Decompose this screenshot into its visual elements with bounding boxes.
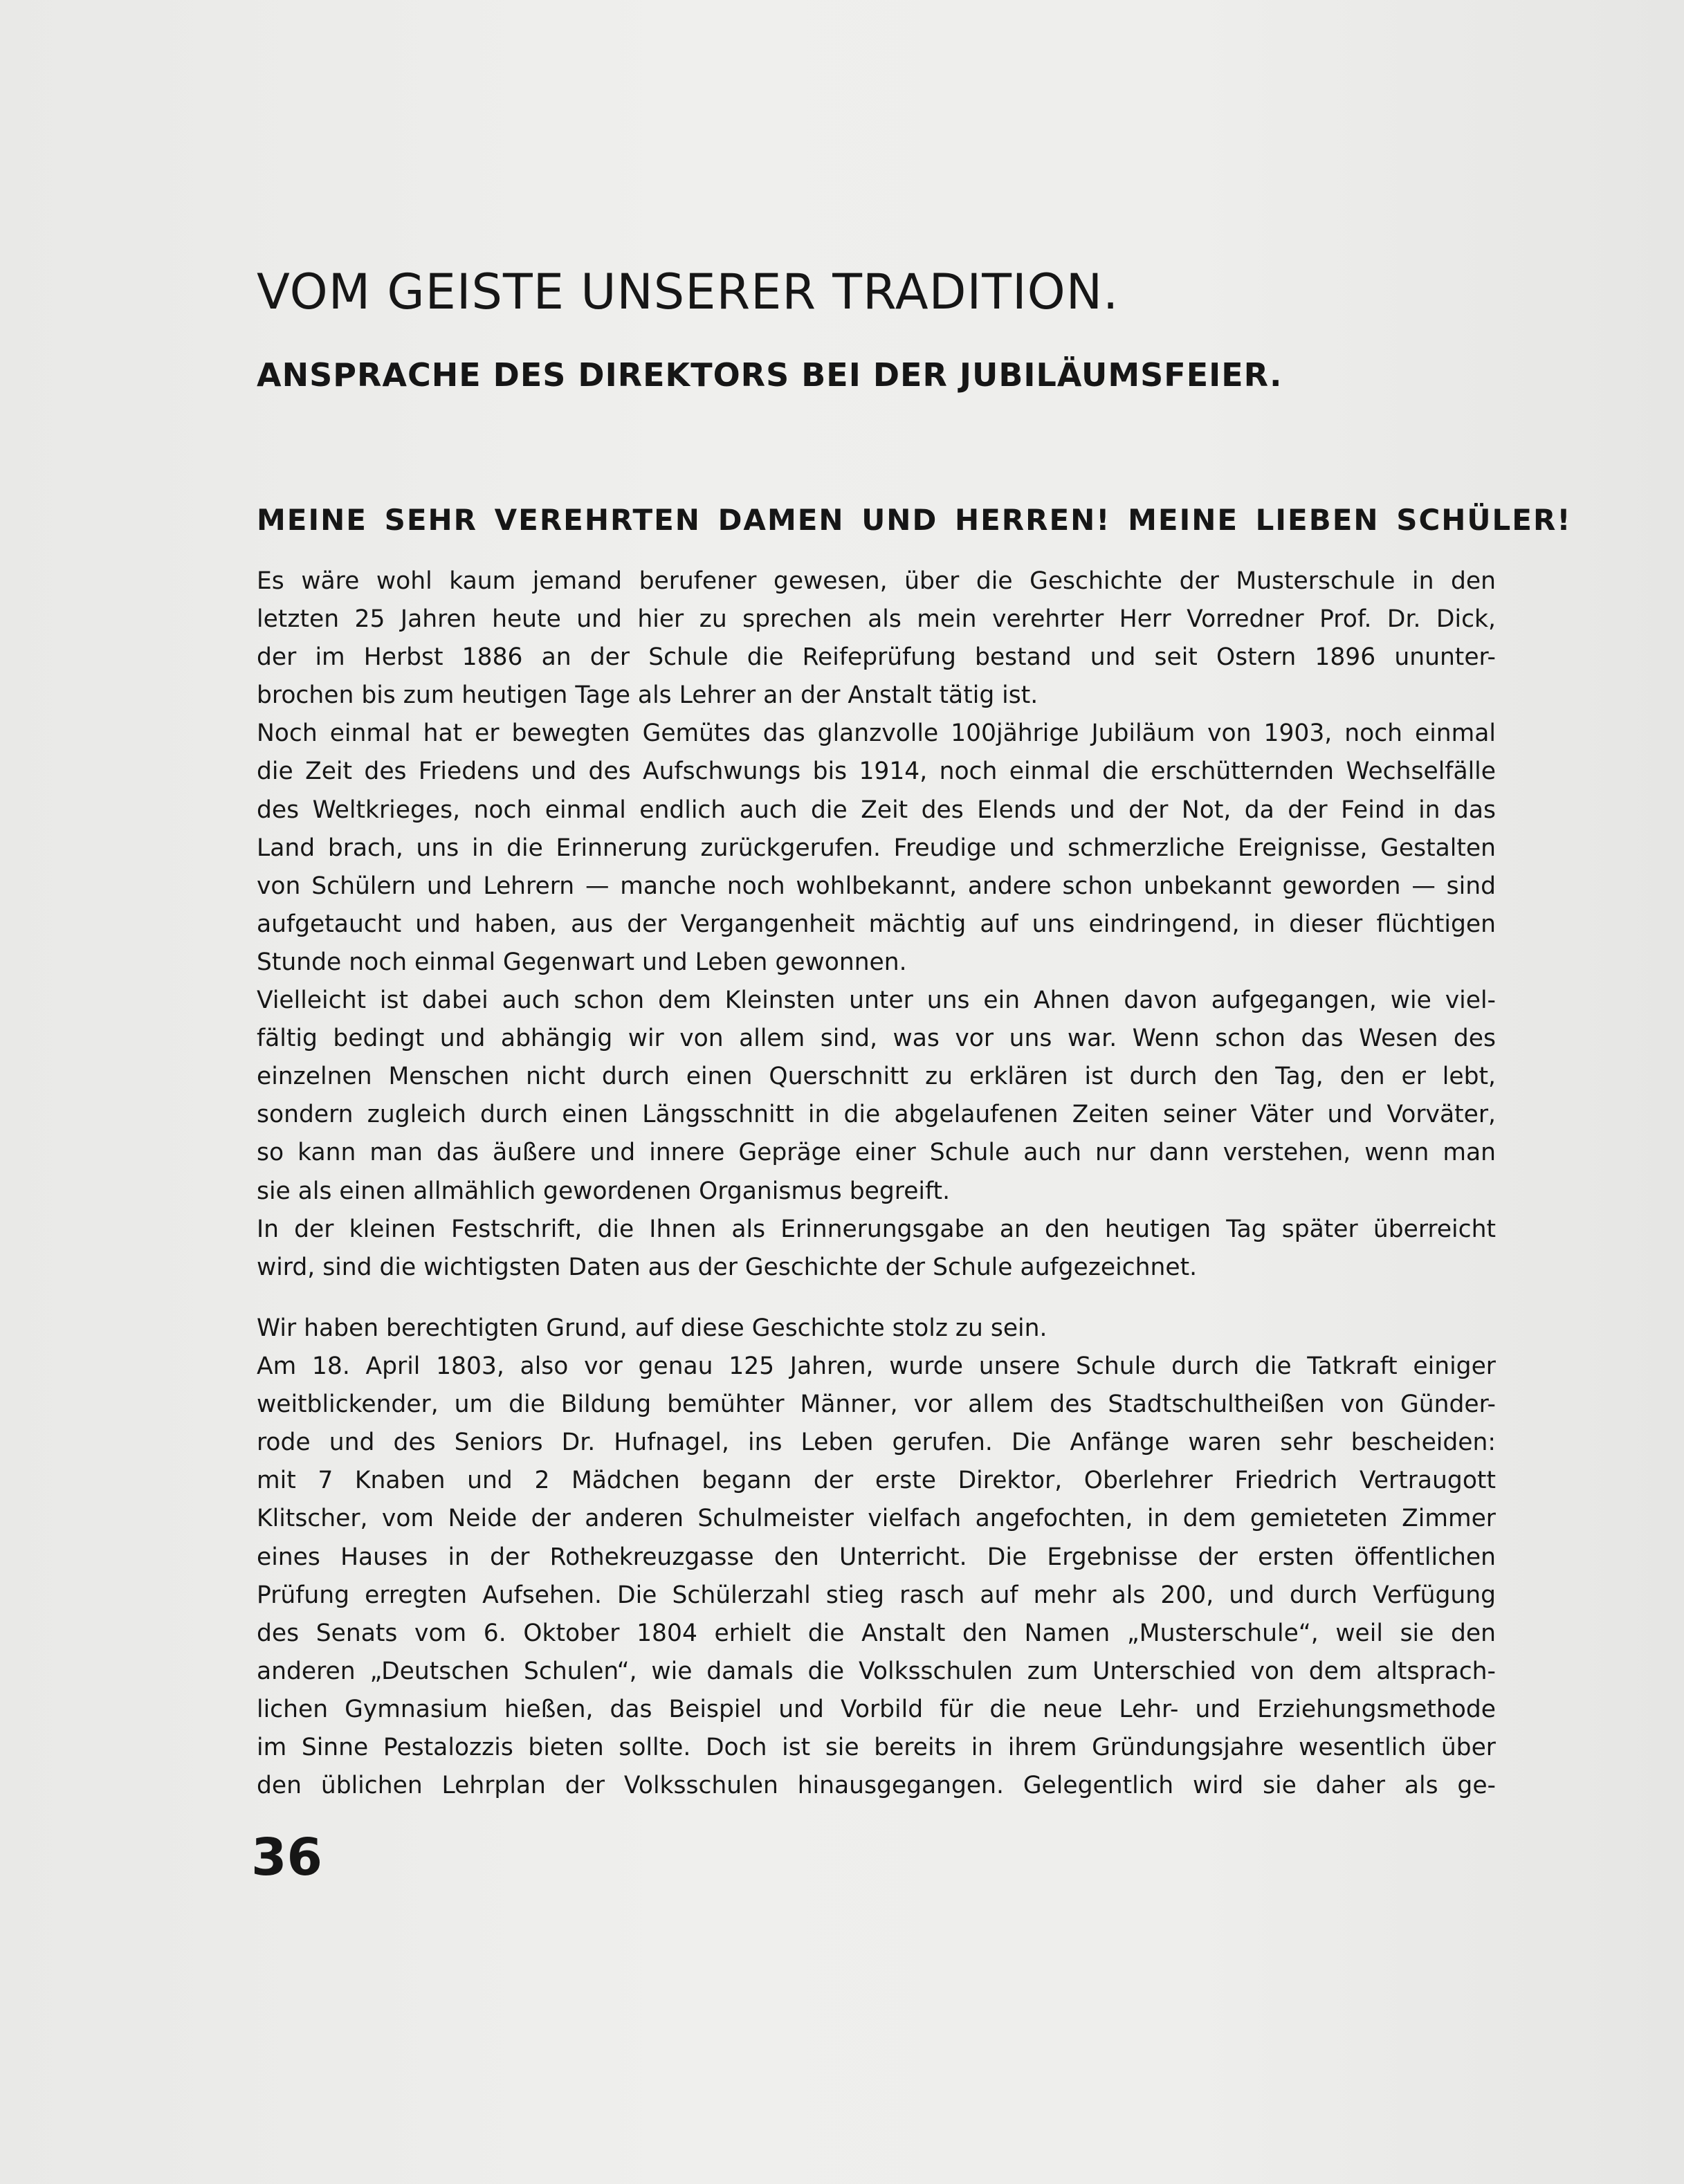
text-line: so kann man das äußere und innere Gepräge einer Schule auch nur dann verstehen, wenn man [257, 1139, 1496, 1167]
text-line: Klitscher, vom Neide der anderen Schulmeister vielfach angefochten, in dem gemieteten Zimmer [257, 1505, 1496, 1533]
text-line: Noch einmal hat er bewegten Gemütes das glanzvolle 100jährige Jubiläum von 1903, noch einmal [257, 719, 1496, 748]
text-line: Land brach, uns in die Erinnerung zurückgerufen. Freudige und schmerzliche Ereignisse, Gestalten [257, 834, 1496, 862]
text-line: einzelnen Menschen nicht durch einen Querschnitt zu erklären ist durch den Tag, den er lebt, [257, 1063, 1496, 1091]
text-line: lichen Gymnasium hießen, das Beispiel und Vorbild für die neue Lehr- und Erziehungsmethode [257, 1695, 1496, 1723]
chapter-subtitle: ANSPRACHE DES DIREKTORS BEI DER JUBILÄUMSFEIER. [257, 356, 1283, 394]
text-line: von Schülern und Lehrern — manche noch wohlbekannt, andere schon unbekannt geworden — sind [257, 872, 1496, 900]
text-line: anderen „Deutschen Schulen“, wie damals die Volksschulen zum Unterschied von dem altsprach- [257, 1657, 1496, 1685]
text-line: letzten 25 Jahren heute und hier zu sprechen als mein verehrter Herr Vorredner Prof. Dr. Dick, [257, 605, 1496, 634]
speech-salutation: MEINE SEHR VEREHRTEN DAMEN UND HERREN! MEINE LIEBEN SCHÜLER! [257, 503, 1572, 537]
page-number: 36 [251, 1828, 322, 1887]
text-line: fältig bedingt und abhängig wir von allem sind, was vor uns war. Wenn schon das Wesen des [257, 1025, 1496, 1053]
speech-body-part2 [257, 1310, 1496, 1805]
text-line: sie als einen allmählich gewordenen Organismus begreift. [257, 1177, 951, 1205]
text-line: des Weltkrieges, noch einmal endlich auch die Zeit des Elends und der Not, da der Feind in das [257, 796, 1496, 824]
text-line: Wir haben berechtigten Grund, auf diese Geschichte stolz zu sein. [257, 1314, 1047, 1342]
text-line: In der kleinen Festschrift, die Ihnen als Erinnerungsgabe an den heutigen Tag später überreicht [257, 1215, 1496, 1243]
text-line: weitblickender, um die Bildung bemühter Männer, vor allem des Stadtschultheißen von Günder- [257, 1391, 1496, 1419]
text-line: des Senats vom 6. Oktober 1804 erhielt die Anstalt den Namen „Musterschule“, weil sie den [257, 1619, 1496, 1647]
text-line: der im Herbst 1886 an der Schule die Reifeprüfung bestand und seit Ostern 1896 ununter- [257, 643, 1496, 672]
text-line: Prüfung erregten Aufsehen. Die Schülerzahl stieg rasch auf mehr als 200, und durch Verfügung [257, 1581, 1496, 1609]
text-line: Stunde noch einmal Gegenwart und Leben gewonnen. [257, 948, 907, 976]
text-line: wird, sind die wichtigsten Daten aus der Geschichte der Schule aufgezeichnet. [257, 1253, 1198, 1281]
text-line: mit 7 Knaben und 2 Mädchen begann der erste Direktor, Oberlehrer Friedrich Vertraugott [257, 1467, 1496, 1495]
text-line: Es wäre wohl kaum jemand berufener gewesen, über die Geschichte der Musterschule in den [257, 567, 1496, 595]
text-line: Vielleicht ist dabei auch schon dem Kleinsten unter uns ein Ahnen davon aufgegangen, wie viel- [257, 987, 1496, 1015]
text-line: im Sinne Pestalozzis bieten sollte. Doch ist sie bereits in ihrem Gründungsjahre wesentlich über [257, 1734, 1496, 1762]
text-line: brochen bis zum heutigen Tage als Lehrer an der Anstalt tätig ist. [257, 681, 1038, 710]
chapter-title: VOM GEISTE UNSERER TRADITION. [257, 264, 1119, 320]
text-line: aufgetaucht und haben, aus der Vergangenheit mächtig auf uns eindringend, in dieser flüchtigen [257, 910, 1496, 938]
text-line: die Zeit des Friedens und des Aufschwungs bis 1914, noch einmal die erschütternden Wechselfälle [257, 758, 1496, 786]
text-line: den üblichen Lehrplan der Volksschulen hinausgegangen. Gelegentlich wird sie daher als ge- [257, 1772, 1496, 1800]
text-line: eines Hauses in der Rothekreuzgasse den Unterricht. Die Ergebnisse der ersten öffentlichen [257, 1543, 1496, 1571]
text-line: sondern zugleich durch einen Längsschnitt in die abgelaufenen Zeiten seiner Väter und Vorväter, [257, 1101, 1496, 1129]
text-line: Am 18. April 1803, also vor genau 125 Jahren, wurde unsere Schule durch die Tatkraft einiger [257, 1352, 1496, 1381]
speech-body-part1 [257, 562, 1496, 1287]
text-line: rode und des Seniors Dr. Hufnagel, ins Leben gerufen. Die Anfänge waren sehr bescheiden: [257, 1429, 1496, 1457]
